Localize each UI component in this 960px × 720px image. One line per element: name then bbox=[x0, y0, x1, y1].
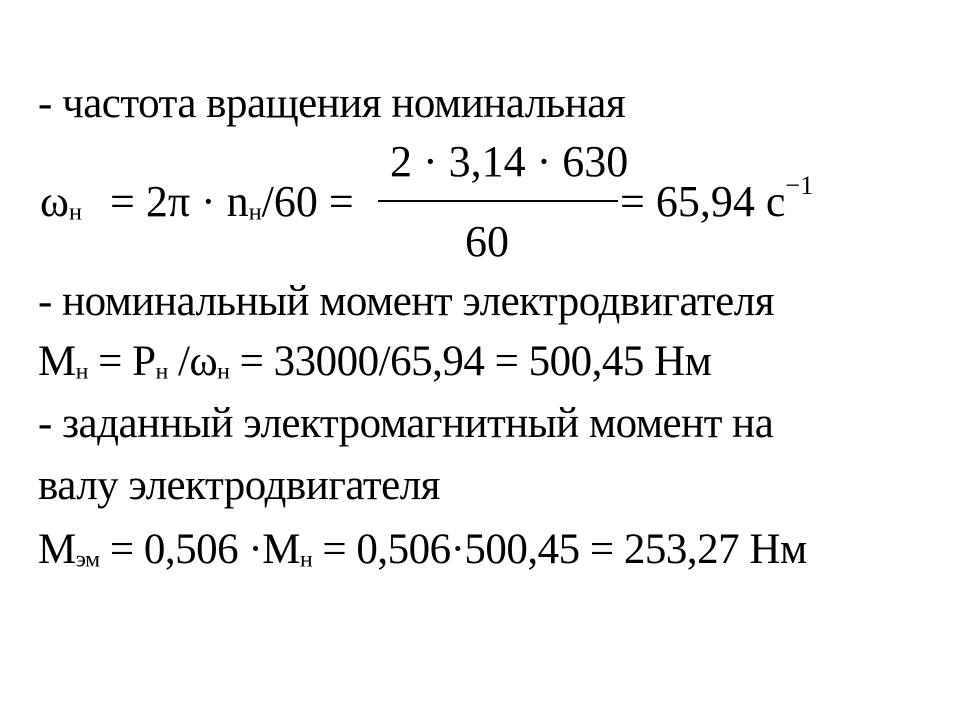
omega-expression: = $2\pi \cdot n_н/60$ = bbox=[110, 177, 354, 226]
omega-formula bbox=[40, 138, 860, 268]
fraction-denominator: 60 bbox=[465, 217, 509, 266]
fraction-bar bbox=[378, 200, 618, 202]
torque-heading: - номинальный момент электродвигателя bbox=[38, 278, 774, 325]
em-heading-line-1: - заданный электромагнитный момент на bbox=[38, 400, 774, 447]
em-heading-line-2: валу электродвигателя bbox=[38, 462, 440, 509]
em-formula: $M_{эм} = 0,506 \cdot M_н = 0,506\cdot 500,45 = 253,27$ Нм bbox=[38, 526, 807, 573]
torque-formula: $M_н = P_н$ $/\omega_н = 33000/65,94 = 500,45$ Нм bbox=[38, 338, 712, 385]
omega-symbol: $\omega_н$ bbox=[40, 177, 82, 226]
frequency-heading: - частота вращения номинальная bbox=[38, 80, 626, 127]
fraction-numerator: 2 · 3,14 · 630 bbox=[390, 137, 629, 186]
omega-result: = 65,94 $c^{-1}$ bbox=[620, 169, 814, 226]
